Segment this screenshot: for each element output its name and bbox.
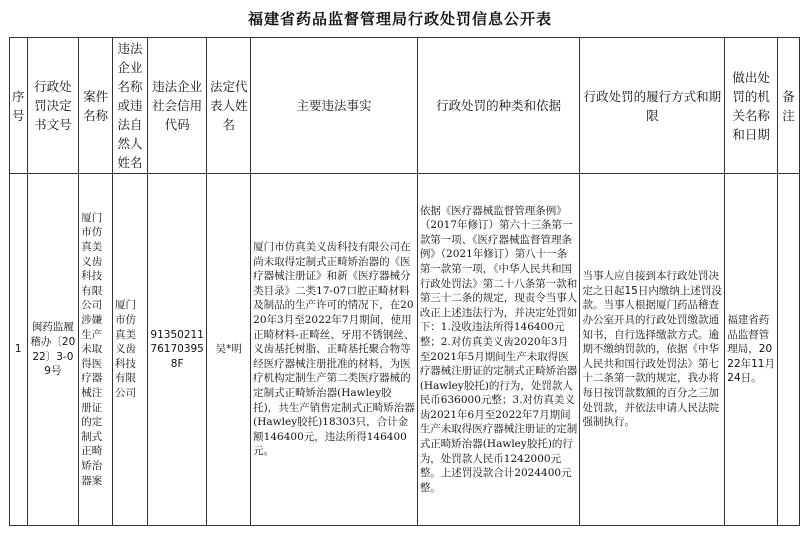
header-penalty: 行政处罚的种类和依据 xyxy=(417,38,580,174)
cell-authority: 福建省药品监督管理局，2022年11月24日。 xyxy=(725,174,778,526)
header-authority: 做出处罚的机关名称和日期 xyxy=(725,38,778,174)
cell-facts: 厦门市仿真美义齿科技有限公司在尚未取得定制式正畸矫治器的《医疗器械注册证》和新《医疗器械分类目录》二类17-07口腔正畸材料及制品的生产许可的情况下，在2020年3月至2022年7月期间，使用正畸材料-正畸丝、牙用不锈钢丝、义齿基托树脂、正畸基托聚合物等经医疗器械注册批准的材料，为医疗机构定制生产第二类医疗器械的定制式正畸矫治器(Hawley胶托)，共生产销售定制式正畸矫治器(Hawley胶托)18303只，合计金额146400元，违法所得146400元。 xyxy=(251,174,418,526)
header-party: 违法企业名称或违法自然人姓名 xyxy=(113,38,148,174)
cell-legal-rep: 吴*明 xyxy=(207,174,251,526)
cell-doc-no: 闽药监履稽办〔2022〕3-09号 xyxy=(27,174,79,526)
cell-remark xyxy=(777,174,799,526)
header-legal-rep: 法定代表人姓名 xyxy=(207,38,251,174)
header-credit-code: 违法企业社会信用代码 xyxy=(147,38,207,174)
cell-case-name: 厦门市仿真美义齿科技有限公司涉嫌生产未取得医疗器械注册证的定制式正畸矫治器案 xyxy=(79,174,113,526)
header-doc-no: 行政处罚决定书文号 xyxy=(27,38,79,174)
table-header-row xyxy=(10,38,800,174)
header-seq: 序号 xyxy=(10,38,28,174)
cell-penalty: 依据《医疗器械监督管理条例》（2017年修订）第六十三条第一款第一项、《医疗器械监督管理条例》（2021年修订）第八十一条第一款第一项，《中华人民共和国行政处罚法》第二十八条第一款和第三十二条的规定，现责令当事人改正上述违法行为，并决定处罚如下：1.没收违法所得146400元整；2.对仿真美义齿2020年3月至2021年5月期间生产未取得医疗器械注册证的定制式正畸矫治器(Hawley胶托)的行为，处罚款人民币636000元整；3.对仿真美义齿2021年6月至2022年7月期间生产未取得医疗器械注册证的定制式正畸矫治器(Hawley胶托)的行为，处罚款人民币1242000元整。上述罚没款合计2024400元整。 xyxy=(417,174,580,526)
header-execution: 行政处罚的履行方式和期限 xyxy=(580,38,725,174)
cell-credit-code: 91350211761703958F xyxy=(147,174,207,526)
header-remark: 备注 xyxy=(777,38,799,174)
page-title: 福建省药品监督管理局行政处罚信息公开表 xyxy=(247,10,552,28)
cell-execution: 当事人应自接到本行政处罚决定之日起15日内缴纳上述罚没款。当事人根据厦门药品稽查办公室开具的行政处罚缴款通知书，自行选择缴款方式。逾期不缴纳罚款的，依据《中华人民共和国行政处罚法》第七十二条第一款的规定，我办将每日按罚款数额的百分之三加处罚款，并依法申请人民法院强制执行。 xyxy=(580,174,725,526)
cell-seq: 1 xyxy=(10,174,28,526)
cell-party: 厦门市仿真美义齿科技有限公司 xyxy=(113,174,148,526)
header-case-name: 案件名称 xyxy=(79,38,113,174)
header-facts: 主要违法事实 xyxy=(251,38,418,174)
penalty-info-table xyxy=(9,37,800,526)
table-row xyxy=(10,174,800,526)
